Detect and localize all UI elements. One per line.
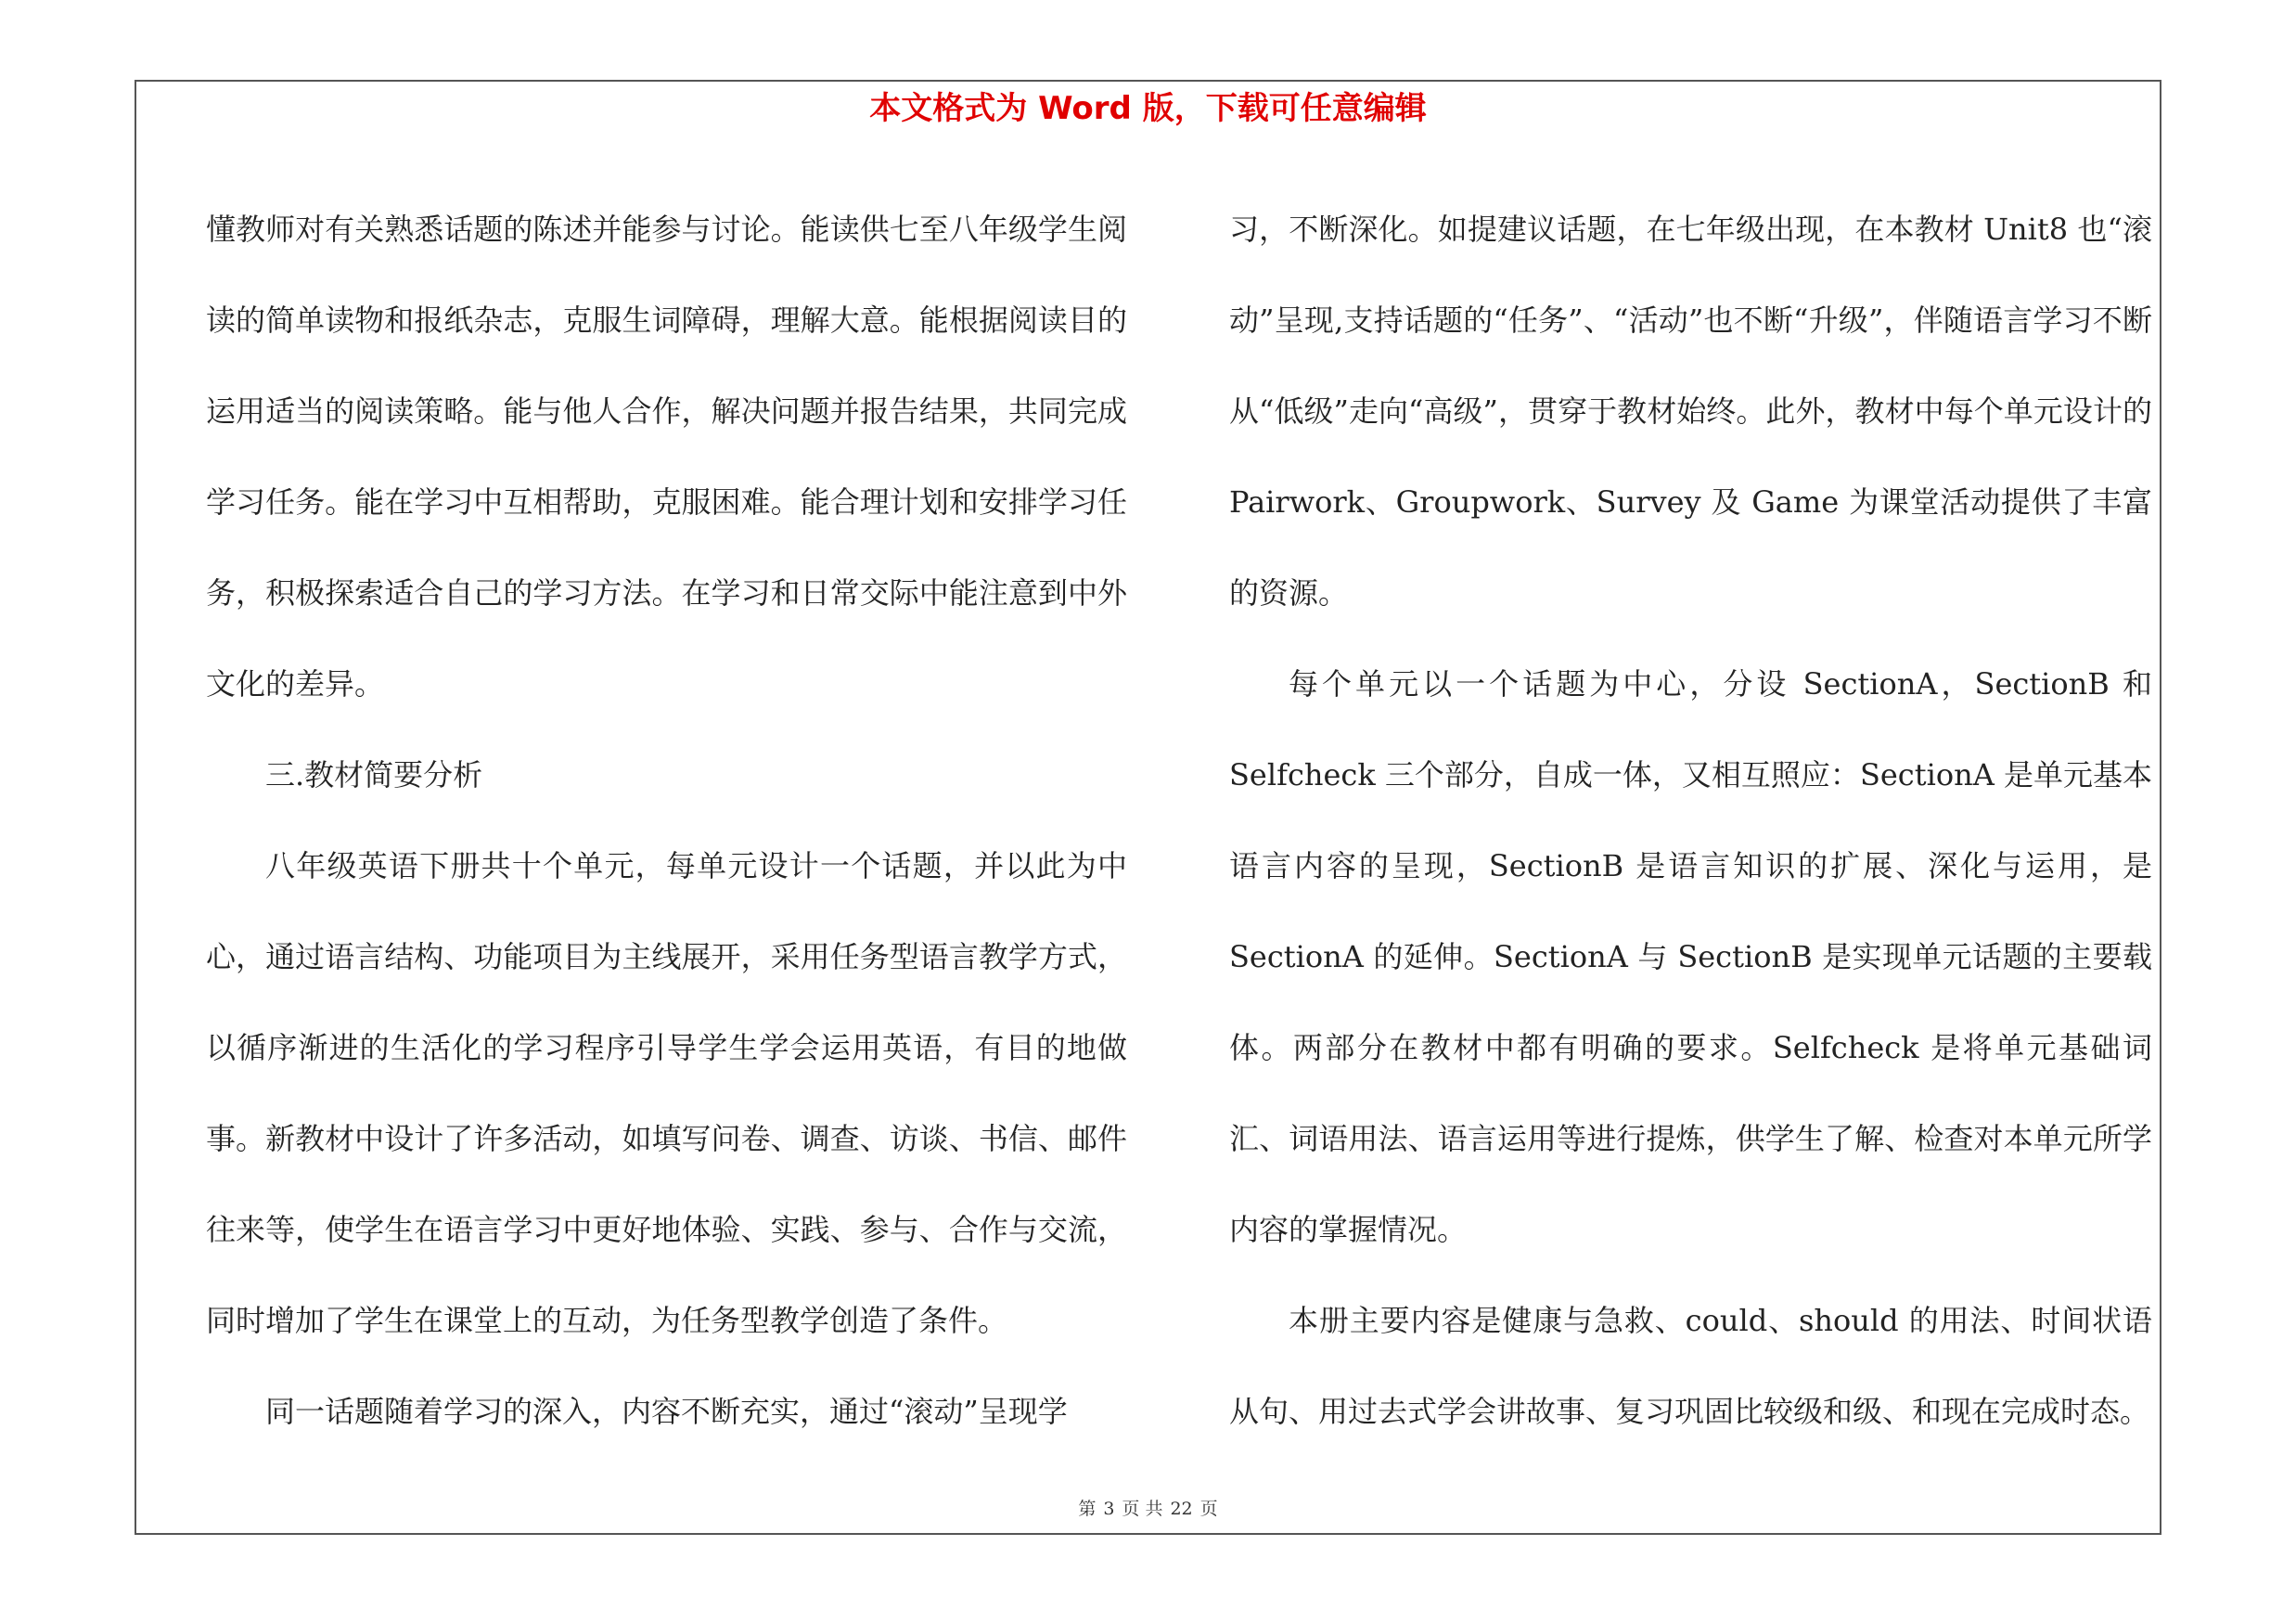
page-suffix: 页 [1199, 1499, 1218, 1519]
paragraph: 习，不断深化。如提建议话题，在七年级出现，在本教材 Unit8 也“滚动”呈现,支持话题的“任务”、“活动”也不断“升级”，伴随语言学习不断从“低级”走向“高级”，贯穿于教材始终。此外，教材中每个单元设计的 Pairwork、Groupwork、Survey 及 Game 为课堂活动提供了丰富的资源。 [1229, 212, 2152, 611]
page-prefix: 第 [1078, 1499, 1097, 1519]
format-notice-banner: 本文格式为 Word 版，下载可任意编辑 [869, 90, 1427, 127]
left-text-column [206, 184, 1127, 1457]
paragraph: 每个单元以一个话题为中心，分设 SectionA，SectionB 和 Selfcheck 三个部分，自成一体，又相互照应：SectionA 是单元基本语言内容的呈现，SectionB 是语言知识的扩展、深化与运用，是 SectionA 的延伸。SectionA 与 SectionB 是实现单元话题的主要载体。两部分在教材中都有明确的要求。Selfcheck 是将单元基础词汇、词语用法、语言运用等进行提炼，供学生了解、检查对本单元所学内容的掌握情况。 [1229, 666, 2152, 1247]
paragraph: 懂教师对有关熟悉话题的陈述并能参与讨论。能读供七至八年级学生阅读的简单读物和报纸杂志，克服生词障碍，理解大意。能根据阅读目的运用适当的阅读策略。能与他人合作，解决问题并报告结果，共同完成学习任务。能在学习中互相帮助，克服困难。能合理计划和安排学习任务，积极探索适合自己的学习方法。在学习和日常交际中能注意到中外文化的差异。 [206, 212, 1127, 702]
paragraph: 本册主要内容是健康与急救、could、should 的用法、时间状语从句、用过去式学会讲故事、复习巩固比较级和级、和现在完成时态。 [1229, 1303, 2152, 1429]
page-mid: 页 共 [1122, 1499, 1163, 1519]
section-heading: 三.教材简要分析 [265, 757, 483, 792]
page-total: 22 [1170, 1499, 1193, 1519]
paragraph: 同一话题随着学习的深入，内容不断充实，通过“滚动”呈现学 [265, 1394, 1068, 1429]
page-current: 3 [1103, 1499, 1115, 1519]
right-text-column [1229, 184, 2152, 1457]
page-number-footer [0, 1496, 2296, 1522]
paragraph: 八年级英语下册共十个单元，每单元设计一个话题，并以此为中心，通过语言结构、功能项目为主线展开，采用任务型语言教学方式，以循序渐进的生活化的学习程序引导学生学会运用英语，有目的地做事。新教材中设计了许多活动，如填写问卷、调查、访谈、书信、邮件往来等，使学生在语言学习中更好地体验、实践、参与、合作与交流，同时增加了学生在课堂上的互动，为任务型教学创造了条件。 [206, 848, 1127, 1338]
